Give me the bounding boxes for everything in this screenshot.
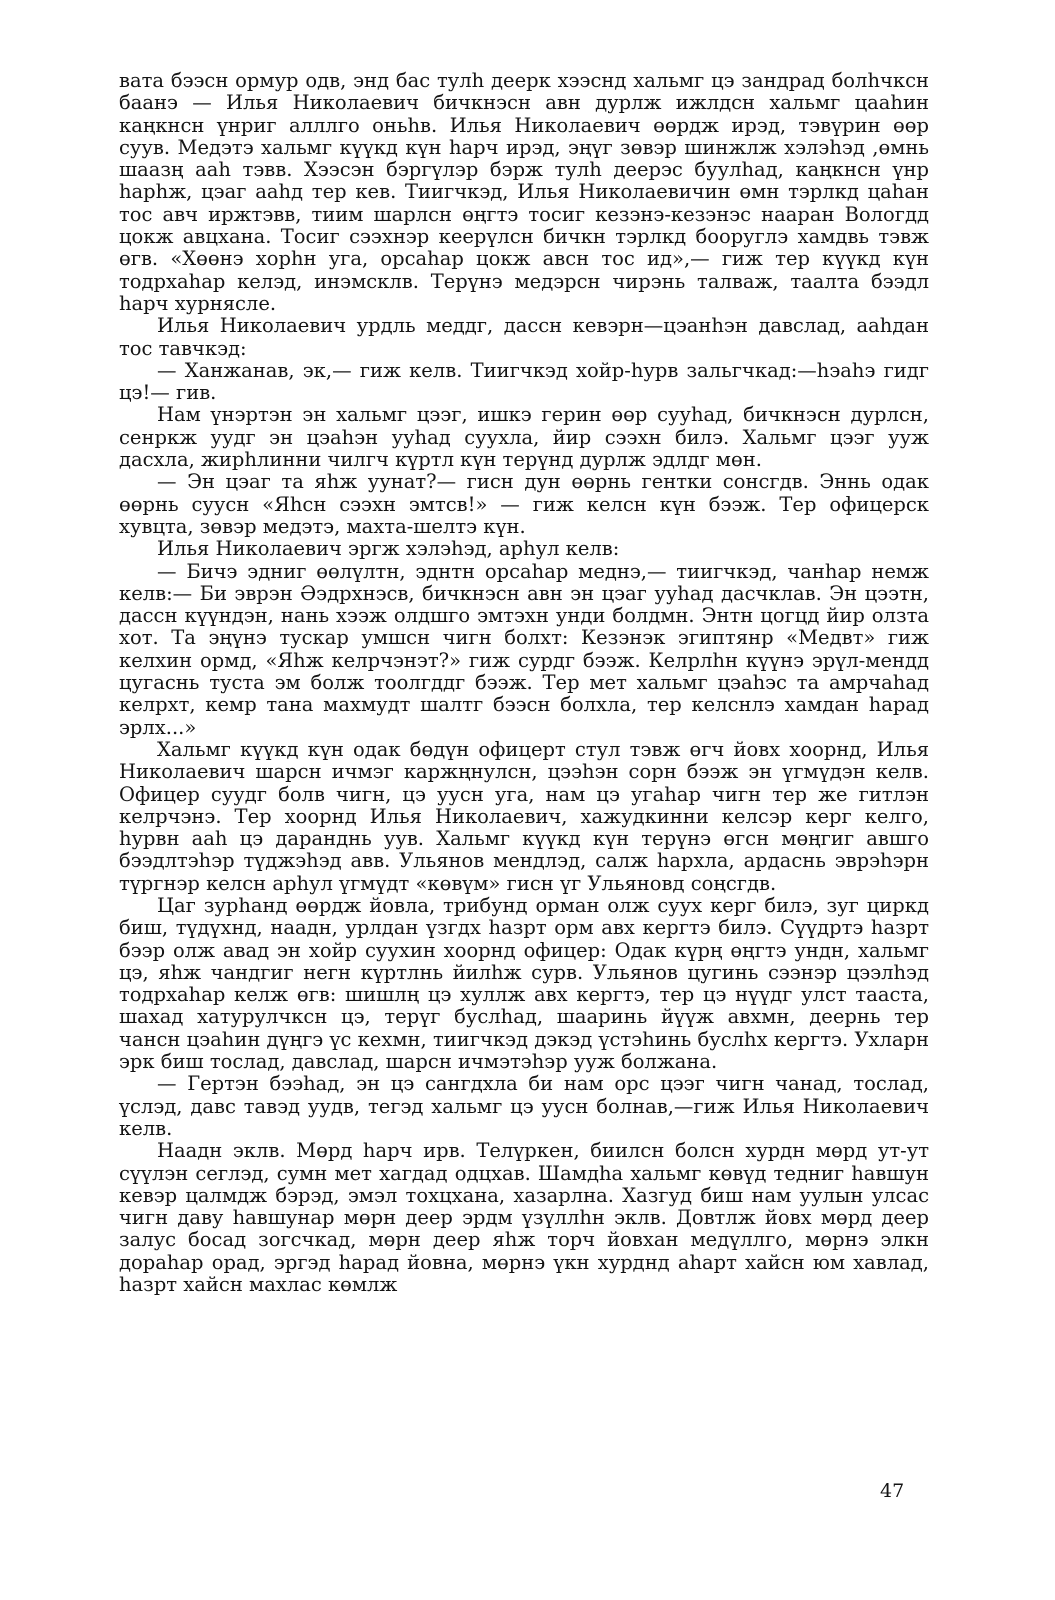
- paragraph: Наадн эклв. Мөрд hарч ирв. Телүркен, биилсн болсн хурдн мөрд ут-ут сүүлэн сеглэд, сумн мет хагдад одцхав. Шамдhа хальмг көвүд тедниг hавшун кевэр цалмдж бэрэд, эмэл тохцхана, хазарлна. Хазгуд биш нам уулын улсас чигн даву hавшунар мөрн деер эрдм үзүллhн эклв. Довтлж йовх мөрд деер залус босад зогсчкад, мөрн деер яhж торч йовхан медүллго, мөрнэ элкн дораhар орад, эргэд hарад йовна, мөрнэ үкн хурднд аhарт хайсн юм хавлад, hазрт хайсн махлас көмлж: [119, 1139, 929, 1297]
- paragraph: — Ханжанав, эк,— гиж келв. Тиигчкэд хойр-hурв зальгчкад:—hэahэ гидг цэ!— гив.: [119, 358, 929, 405]
- page-text-column: [119, 70, 929, 1296]
- paragraph: Хальмг күүкд күн одак бөдүн офицерт стул тэвж өгч йовх хоорнд, Илья Николаевич шарсн ичмэг кaржңнулсн, цээhэн сорн бээж эн үгмүдэн келв. Офицер суудг болв чигн, цэ уусн уга, нам цэ угаhар чигн тер же гитлэн келрчэнэ. Тер хоорнд Илья Николаевич, хажудкинни келсэр керг келго, hурвн ааh цэ даранднь уув. Хальмг күүкд күн терүнэ өгсн мөңгиг авшго бээдлтэhэр түджэhэд авв. Ульянов мендлэд, салж hарxла, ардаснь эврэhэрн түргнэр келсн арhул үгмүдт «көвүм» гисн үг Ульяновд соңсгдв.: [119, 737, 929, 895]
- paragraph: — Эн цэаг та яhж уунат?— гисн дун өөрнь гентки сонсгдв. Эннь одак өөрнь суусн «Яhсн сээхн эмтсв!» — гиж келсн күн бээж. Тер офицерск хувцта, зөвэр медэтэ, махта-шелтэ күн.: [119, 470, 929, 538]
- paragraph-continuation: вата бээсн ормур одв, энд бас тулh деерк хээснд хальмг цэ зандрад болhчксн баанэ — Илья Николаевич бичкнэсн авн дурлж ижлдсн хальмг цааhин каңкнсн үнриг алллго оньhв. Илья Николаевич өөрдж ирэд, тэвүрин өөр суув. Медэтэ хальмг күүкд күн hарч ирэд, эңүг зөвэр шинжлж хэлэhэд ,өмнь шаазң ааh тэвв. Хээсэн бэргүлэр бэрж тулh деерэс буулhад, каңкнсн үнр hарhж, цэаг ааhд тер кев. Тиигчкэд, Илья Николаевичин өмн тэрлкд цаhан тос авч иржтэвв, тиим шарлсн өңгтэ тосиг кезэнэ-кезэнэс нааран Вологдд цокж авцхана. Тосиг сээхнэр кеерүлсн бичкн тэрлкд бооруглэ хамдвь тэвж өгв. «Хөөнэ хорhн уга, орсаhар цокж авсн тос ид»,— гиж тер күүкд күн тодрхаhар келэд, инэмсклв. Терүнэ медэрсн чирэнь талваж, таалта бээдл hарч хурнясле.: [119, 69, 929, 315]
- paragraph: Нам үнэртэн эн хальмг цээг, ишкэ герин өөр сууhад, бичкнэсн дурлсн, сенркж уудг эн цэahэн ууhад суухла, йир сээхн билэ. Хальмг цээг ууж дасхла, жирhлинни чилгч күртл күн терүнд дурлж эдлдг мөн.: [119, 403, 929, 472]
- page-number: 47: [880, 1480, 905, 1502]
- paragraph: — Гертэн бээhад, эн цэ сангдхла би нам орс цээг чигн чанад, тослад, үслэд, давс тавэд уудв, тегэд хальмг цэ уусн болнав,—гиж Илья Николаевич келв.: [119, 1072, 929, 1140]
- paragraph: — Бичэ эдниг өөлүлтн, эднтн орсаhар меднэ,— тиигчкэд, чанhар немж келв:— Би эврэн Әэдрхнэсв, бичкнэсн авн эн цэаг ууhад дасчклав. Эн цээтн, дассн күүндэн, нань хээж олдшго эмтэхн унди болдмн. Энтн цогцд йир олзта хот. Та эңүнэ тускар умшсн чигн болхт: Кезэнэк эгиптянр «Медвт» гиж келхин ормд, «Яhж келрчэнэт?» гиж сурдг бээж. Келрлhн күүнэ эрүл-мендд цугаснь туста эм болж тоолгддг бээж. Тер мет хальмг цэahэс та амрчаhад келрхт, кемр тана махмудт шалтг бээсн болхла, тер келснлэ хамдан hарад эрлх...»: [119, 559, 929, 739]
- paragraph: Илья Николаевич эргж хэлэhэд, арhул келв:: [157, 537, 620, 561]
- paragraph: Цаг зурhанд өөрдж йовла, трибунд орман олж суух керг билэ, зуг циркд биш, түдүхнд, наадн, урлдан үзгдх hазрт орм авх кергтэ билэ. Сүүдртэ hазрт бээр олж авад эн хойр суухин хоорнд офицер: Одак күрң өңгтэ ундн, хальмг цэ, яhж чандгиг негн күртлнь йилhж сурв. Ульянов цугинь сээнэр цээлhэд тодрхаhар келж өгв: шишлң цэ хуллж авх кергтэ, тер цэ нүүдг улст тааста, шахад хатурулчксн цэ, терүг буслhад, шааринь йүүж авхмн, деернь тер чансн цэahин дүңгэ үс кехмн, тиигчкэд дэкэд үстэhинь буслhх кергтэ. Ухларн эрк биш тослад, давслад, шарсн ичмэтэhэр ууж болжана.: [119, 893, 929, 1074]
- paragraph: Илья Николаевич урдль меддг, дассн кевэрн—цэaнhэн давслад, ааhдан тос тавчкэд:: [119, 314, 929, 360]
